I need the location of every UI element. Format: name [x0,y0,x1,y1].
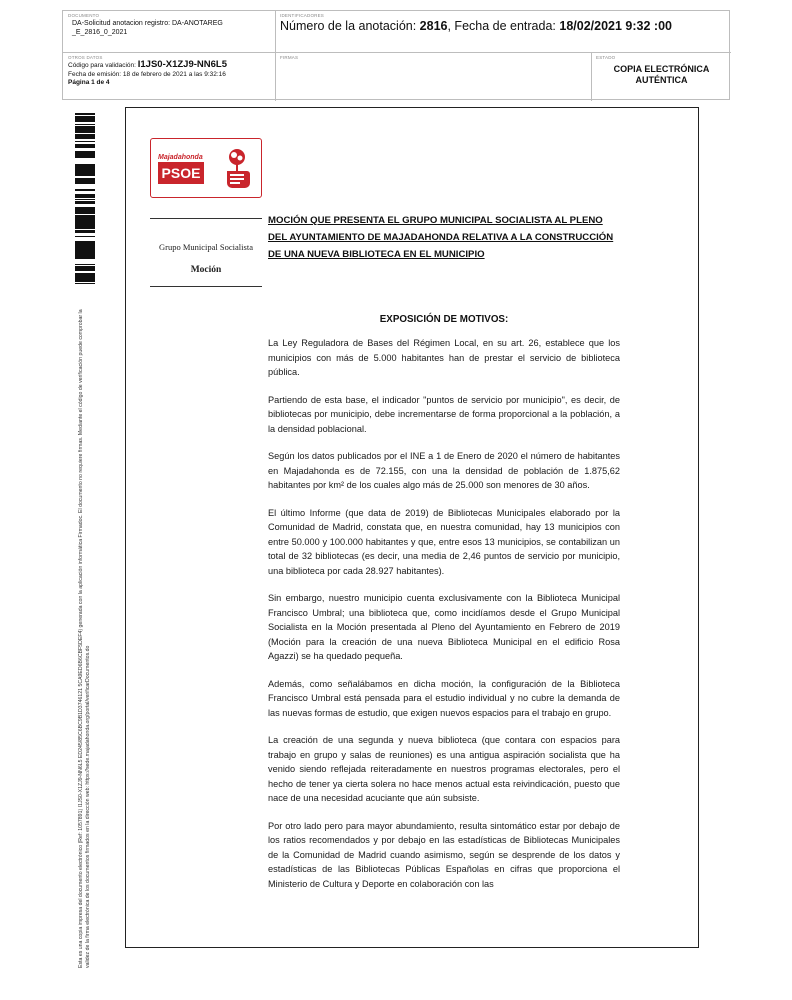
otros-label: OTROS DATOS [68,55,103,60]
firmas-cell [276,53,592,101]
group-name: Grupo Municipal Socialista [159,242,253,252]
logo-party: PSOE [158,162,204,184]
motion-title: MOCIÓN QUE PRESENTA EL GRUPO MUNICIPAL SOCIALISTA AL PLENO DEL AYUNTAMIENTO DE MAJADAHONDA RELATIVA A LA CONSTRUCCIÓN DE UNA NUEVA BIBLIOTECA EN EL MUNICIPIO [268,215,614,260]
paragraph-7: La creación de una segunda y nueva biblioteca (que contara con espacios para trabajo en grupo y salas de reuniones) es una antigua aspiración socialista que ha venido siendo reflejada reiteradamente en nuestros programas electorales, pero el hecho de tener ya cierta solera no hace menos actual esta reivindicación, puesto que nace de una necesidad acuciante que aún subsiste. [268,735,620,803]
pagina: Página 1 de 4 [68,79,110,86]
estado-label: ESTADO [596,55,616,60]
paragraph-4: El último Informe (que data de 2019) de Bibliotecas Municipales elaborado por la Comunidad de Madrid, constata que, en nuestra comunidad, hay 13 municipios con entre 50.000 y 100.000 habitantes y que, entre esos 13 municipios, se contabilizan un total de 32 bibliotecas (es decir, una media de 2,46 puntos de servicio por municipio, una biblioteca por cada 28.927 habitantes). [268,507,620,576]
verification-side-text-wrap [78,298,102,968]
identificadores-cell [276,11,731,53]
logo-city: Majadahonda [158,154,203,161]
anotacion-number: 2816 [419,19,448,33]
documento-label: DOCUMENTO [68,13,100,18]
anotacion-line [280,19,727,33]
motion-body [268,336,620,904]
paragraph-6: Además, como señalábamos en dicha moción, la configuración de la Biblioteca Francisco Umbral está pensada para el estudio individual y no cubre la demanda de las nuevas formas de estudio, que exigen nuevos espacios para el trabajo en grupo. [268,678,620,718]
paragraph-8: Por otro lado pero para mayor abundamiento, resulta sintomático estar por debajo de los ratios recomendados y por debajo en las estadísticas de Bibliotecas Municipales de la Comunidad de Madrid cuando asimismo, según se desprende de los datos y estadísticas de las Bibliotecas Públicas Españolas en cifras que proporciona el Ministerio de Cultura y Deporte en colaboración con las [268,820,620,889]
section-heading: EXPOSICIÓN DE MOTIVOS: [379,314,509,325]
verification-side-text: Esta es una copia impresa del documento electrónico (Ref: 1057891) I1JS0-X1ZJ9-NN6L5 ED245/85C6BC9B1D3746121 5CA9ED6B6CBF5DEF4) generada con la aplicación informática Firmadoc. El documento no requiere firmas. Mediante el código de verificación puede comprobar la validez de la firma electrónica de los documentos firmados en la dirección web: https://sede.majadahonda.org/portal/verificarDocumentos.do [78,309,91,968]
codigo-value: I1JS0-X1ZJ9-NN6L5 [137,59,227,70]
anotacion-mid: , Fecha de entrada: [447,19,560,33]
scanned-page [125,107,699,948]
anotacion-prefix: Número de la anotación: [280,19,420,33]
paragraph-2: Partiendo de esta base, el indicador "puntos de servicio por municipio", es decir, de bibliotecas por municipio, debe incrementarse de forma proporcional a la población, a la densidad poblacional. [268,394,620,434]
codigo-validacion [68,61,270,71]
barcode [75,112,95,284]
identificadores-label: IDENTIFICADORES [280,13,325,18]
paragraph-1: La Ley Reguladora de Bases del Régimen Local, en su art. 26, establece que los municipios con más de 5.000 habitantes han de prestar el servicio de biblioteca pública. [268,338,620,377]
otros-datos-cell [63,53,276,101]
document-header [62,10,730,100]
paragraph-5: Sin embargo, nuestro municipio cuenta exclusivamente con la Biblioteca Municipal Francisco Umbral; una biblioteca que, como incidíamos desde el Grupo Municipal Socialista en la Moción presentada al Pleno del Ayuntamiento en Febrero de 2019 (Moción para la creación de una nueva Biblioteca Municipal en el edificio Rosa Agazzi) se ha quedado pequeña. [268,593,620,661]
codigo-label: Código para validación: [68,62,138,69]
fecha-emision: Fecha de emisión: 18 de febrero de 2021 a las 9:32:16 [68,70,226,78]
rose-fist-icon [218,145,256,191]
documento-cell [63,11,276,53]
estado-value: COPIA ELECTRÓNICA AUTÉNTICA [613,64,710,85]
anotacion-date: 18/02/2021 9:32 :00 [559,19,672,33]
firmas-label: FIRMAS [280,55,299,60]
logo-divider-bottom [150,286,262,287]
documento-value: DA-Solicitud anotacion registro: DA-ANOTAREG _E_2816_0_2021 [72,20,223,36]
estado-cell [592,53,731,101]
paragraph-3: Según los datos publicados por el INE a 1 de Enero de 2020 el número de habitantes en Majadahonda es de 72.155, con una la densidad de población de 1.875,62 habitantes por km² de los cuales algo más de 25.000 son menores de 30 años. [268,451,620,490]
psoe-logo [150,138,262,198]
group-doc-type: Moción [190,265,222,275]
logo-divider-top [150,218,262,219]
